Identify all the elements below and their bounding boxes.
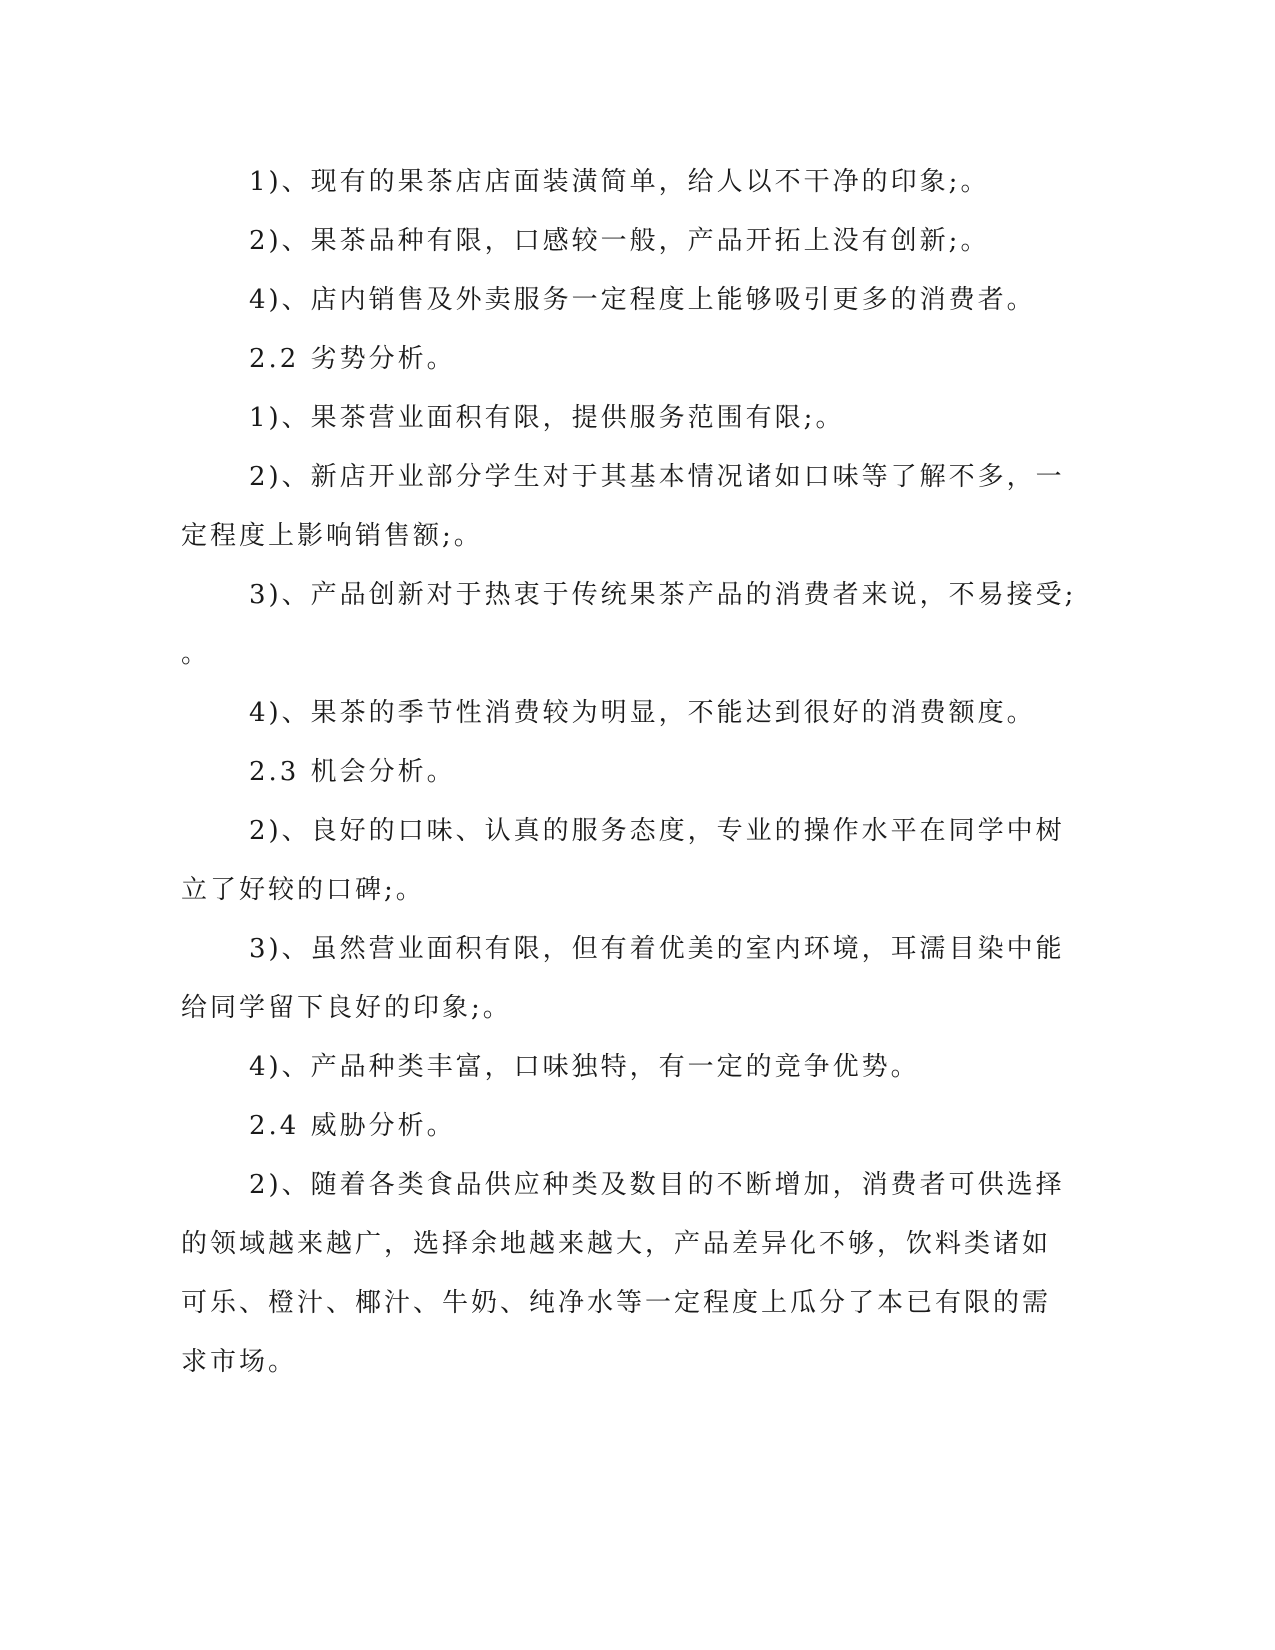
paragraph-7	[181, 684, 1036, 743]
text-line: 1)、果茶营业面积有限，提供服务范围有限;。	[249, 403, 845, 433]
paragraph-11	[181, 1156, 1065, 1392]
paragraph-3	[181, 271, 1036, 330]
paragraph-1	[181, 153, 1026, 212]
paragraph-10	[181, 1038, 1026, 1097]
document-body	[181, 153, 1077, 1392]
text-line: 立了好较的口碑;。	[181, 875, 425, 905]
text-line: 2)、随着各类食品供应种类及数目的不断增加，消费者可供选择	[249, 1170, 1065, 1200]
text-line: 3)、虽然营业面积有限，但有着优美的室内环境，耳濡目染中能	[249, 934, 1065, 964]
paragraph-2	[181, 212, 1026, 271]
paragraph-5	[181, 448, 1065, 566]
section-heading-2-2	[181, 330, 1026, 389]
section-heading-text: 2.2 劣势分析。	[249, 344, 456, 374]
text-line: 4)、果茶的季节性消费较为明显，不能达到很好的消费额度。	[249, 698, 1036, 728]
text-line: 给同学留下良好的印象;。	[181, 993, 512, 1023]
text-line: 可乐、橙汁、椰汁、牛奶、纯净水等一定程度上瓜分了本已有限的需	[181, 1288, 1052, 1318]
section-heading-text: 2.3 机会分析。	[249, 757, 456, 787]
text-line: 求市场。	[181, 1347, 298, 1377]
text-line: 的领域越来越广，选择余地越来越大，产品差异化不够，饮料类诸如	[181, 1229, 1052, 1259]
text-line: 2)、新店开业部分学生对于其基本情况诸如口味等了解不多，一	[249, 462, 1065, 492]
text-line: 2)、良好的口味、认真的服务态度，专业的操作水平在同学中树	[249, 816, 1065, 846]
section-heading-2-3	[181, 743, 1026, 802]
text-line: 定程度上影响销售额;。	[181, 521, 483, 551]
paragraph-6	[181, 566, 1077, 684]
section-heading-text: 2.4 威胁分析。	[249, 1111, 456, 1141]
paragraph-9	[181, 920, 1065, 1038]
text-line: 4)、产品种类丰富，口味独特，有一定的竞争优势。	[249, 1052, 920, 1082]
text-line: 3)、产品创新对于热衷于传统果茶产品的消费者来说，不易接受;	[249, 580, 1077, 610]
text-line: 2)、果茶品种有限，口感较一般，产品开拓上没有创新;。	[249, 226, 990, 256]
section-heading-2-4	[181, 1097, 1026, 1156]
text-line: 4)、店内销售及外卖服务一定程度上能够吸引更多的消费者。	[249, 285, 1036, 315]
paragraph-4	[181, 389, 1026, 448]
text-line: 1)、现有的果茶店店面装潢简单，给人以不干净的印象;。	[249, 167, 990, 197]
paragraph-8	[181, 802, 1065, 920]
text-line: 。	[181, 639, 211, 669]
